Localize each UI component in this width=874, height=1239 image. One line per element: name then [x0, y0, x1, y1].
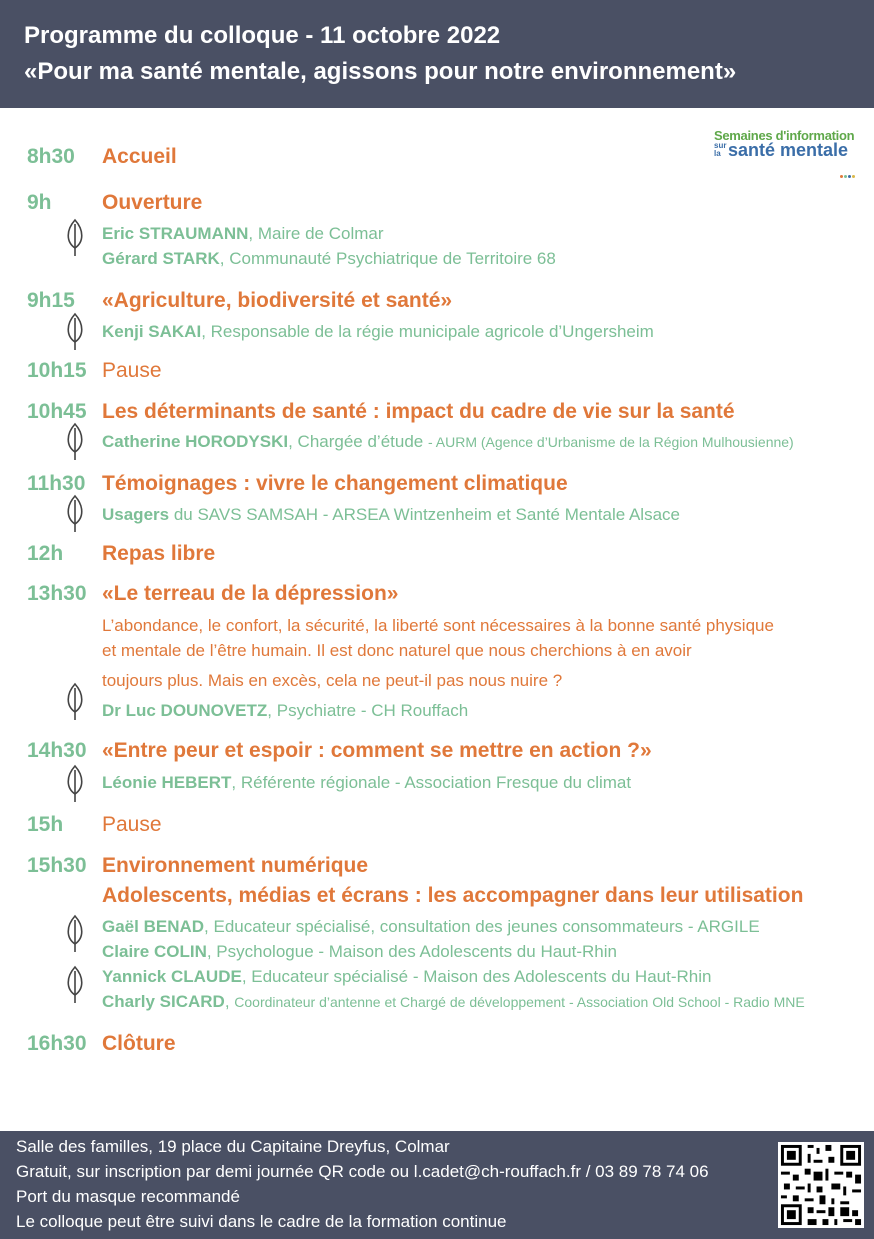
time-slot: 16h30	[27, 1032, 87, 1055]
speaker-line: Gaël BENAD, Educateur spécialisé, consultation des jeunes consommateurs - ARGILE	[102, 917, 760, 936]
leaf-icon	[62, 422, 88, 462]
leaf-icon	[62, 764, 88, 804]
time-slot: 15h	[27, 813, 64, 836]
speaker-line: Usagers du SAVS SAMSAH - ARSEA Wintzenheim et Santé Mentale Alsace	[102, 505, 680, 524]
session-title: Pause	[102, 359, 162, 382]
logo-dot	[852, 175, 855, 178]
time-slot: 9h15	[27, 289, 75, 312]
leaf-icon	[62, 965, 88, 1005]
footer-banner	[0, 1131, 874, 1239]
session-description: L’abondance, le confort, la sécurité, la liberté sont nécessaires à la bonne santé physique	[102, 616, 774, 635]
footer-line: Le colloque peut être suivi dans le cadre de la formation continue	[16, 1212, 507, 1231]
leaf-icon	[62, 914, 88, 954]
session-description: et mentale de l’être humain. Il est donc naturel que nous cherchions à en avoir	[102, 641, 692, 660]
session-title: Environnement numérique	[102, 854, 369, 877]
time-slot: 11h30	[27, 472, 86, 495]
logo-main-text: santé mentale	[728, 140, 849, 160]
time-slot: 14h30	[27, 739, 87, 762]
session-description: toujours plus. Mais en excès, cela ne peut-il pas nous nuire ?	[102, 671, 563, 690]
page-title: Programme du colloque - 11 octobre 2022	[24, 22, 501, 49]
time-slot: 9h	[27, 191, 52, 214]
session-title: «Le terreau de la dépression»	[102, 582, 399, 605]
leaf-icon	[62, 494, 88, 534]
time-slot: 10h45	[27, 400, 87, 423]
speaker-line: Yannick CLAUDE, Educateur spécialisé - Maison des Adolescents du Haut-Rhin	[102, 967, 712, 986]
leaf-icon	[62, 682, 88, 722]
leaf-icon	[62, 312, 88, 352]
speaker-line: Catherine HORODYSKI, Chargée d’étude - AURM (Agence d’Urbanisme de la Région Mulhousienne)	[102, 432, 794, 451]
session-subtitle: Adolescents, médias et écrans : les accompagner dans leur utilisation	[102, 884, 804, 907]
footer-line: Gratuit, sur inscription par demi journée QR code ou l.cadet@ch-rouffach.fr / 03 89 78 74 06	[16, 1162, 709, 1181]
speaker-line: Kenji SAKAI, Responsable de la régie municipale agricole d’Ungersheim	[102, 322, 654, 341]
time-slot: 13h30	[27, 582, 87, 605]
session-title: «Entre peur et espoir : comment se mettre en action ?»	[102, 739, 652, 762]
footer-line: Port du masque recommandé	[16, 1187, 240, 1206]
time-slot: 8h30	[27, 145, 75, 168]
session-title: Témoignages : vivre le changement climatique	[102, 472, 568, 495]
speaker-line: Claire COLIN, Psychologue - Maison des Adolescents du Haut-Rhin	[102, 942, 617, 961]
time-slot: 10h15	[27, 359, 87, 382]
logo-small-text: sur la	[714, 141, 727, 158]
speaker-line: Gérard STARK, Communauté Psychiatrique de Territoire 68	[102, 249, 556, 268]
footer-line: Salle des familles, 19 place du Capitaine Dreyfus, Colmar	[16, 1137, 450, 1156]
qr-code[interactable]	[778, 1142, 864, 1228]
speaker-line: Dr Luc DOUNOVETZ, Psychiatre - CH Rouffach	[102, 701, 469, 720]
logo-dot	[844, 175, 847, 178]
session-title: «Agriculture, biodiversité et santé»	[102, 289, 453, 312]
time-slot: 12h	[27, 542, 64, 565]
logo-dot	[848, 175, 851, 178]
session-title: Ouverture	[102, 191, 203, 214]
page-subtitle: «Pour ma santé mentale, agissons pour notre environnement»	[24, 58, 737, 85]
session-title: Les déterminants de santé : impact du cadre de vie sur la santé	[102, 400, 735, 423]
leaf-icon	[62, 218, 88, 258]
header-banner	[0, 0, 874, 108]
speaker-line: Charly SICARD, Coordinateur d’antenne et Chargé de développement - Association Old School - Radio MNE	[102, 992, 805, 1011]
session-title: Pause	[102, 813, 162, 836]
logo-top-text: Semaines d'information	[714, 128, 855, 143]
logo	[714, 128, 864, 172]
speaker-line: Eric STRAUMANN, Maire de Colmar	[102, 224, 384, 243]
logo-dot	[840, 175, 843, 178]
time-slot: 15h30	[27, 854, 87, 877]
speaker-line: Léonie HEBERT, Référente régionale - Association Fresque du climat	[102, 773, 632, 792]
session-title: Repas libre	[102, 542, 216, 565]
session-title: Accueil	[102, 145, 177, 168]
session-title: Clôture	[102, 1032, 176, 1055]
logo-dots	[840, 165, 856, 169]
